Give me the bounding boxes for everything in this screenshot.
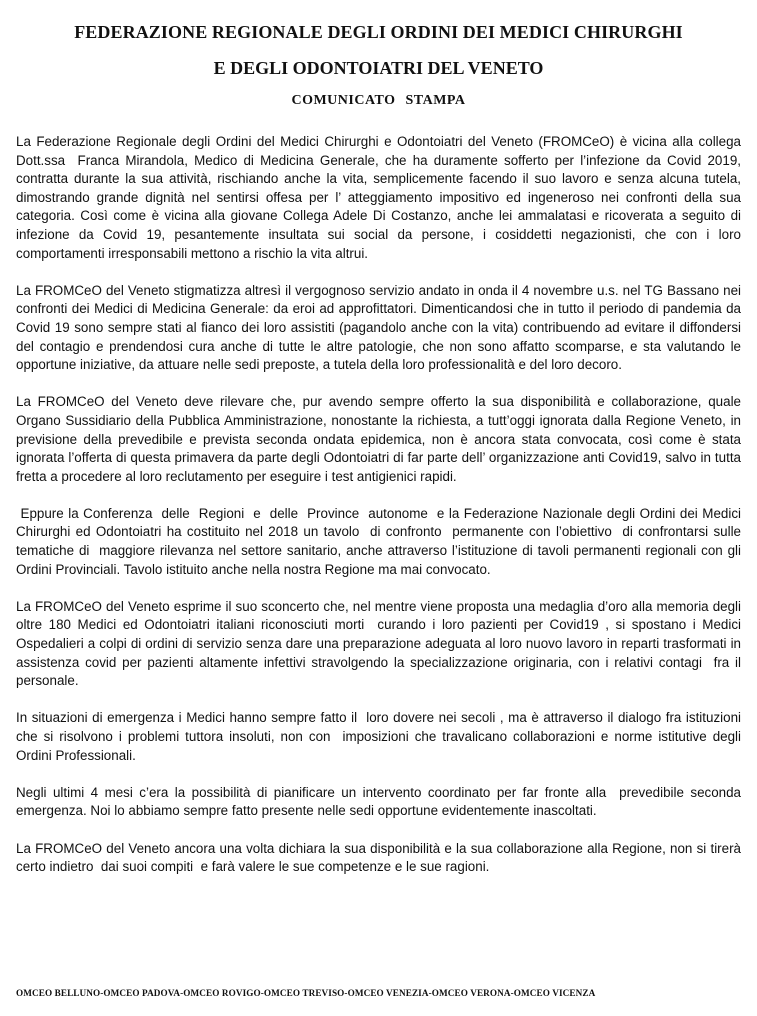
document-subtitle: E DEGLI ODONTOIATRI DEL VENETO [213,58,544,78]
paragraph-5: La FROMCeO del Veneto esprime il suo sconcerto che, nel mentre viene proposta una medaglia d’oro alla memoria degli oltre 180 Medici ed Odontoiatri italiani riconosciuti morti curando i loro pazienti per Covid19 , si spostano i Medici Ospedalieri a colpi di ordini di servizio senza dare una preparazione adeguata al loro nuovo lavoro in reparti trasformati in assistenza covid per pazienti altamente infettivi stravolgendo la specializzazione originaria, con i relativi contagi fra il personale. [16,598,745,689]
paragraph-8: La FROMCeO del Veneto ancora una volta dichiara la sua disponibilità e la sua collaborazione alla Regione, non si tirerà certo indietro dai suoi compiti e farà valere le sue competenze e le sue ragioni. [16,840,745,875]
press-release-body [16,133,745,895]
paragraph-3: La FROMCeO del Veneto deve rilevare che, pur avendo sempre offerto la sua disponibilità e collaborazione, quale Organo Sussidiario della Pubblica Amministrazione, nonostante la richiesta, a tutt’oggi ignorata dalla Regione Veneto, in previsione della prevedibile e prevista seconda ondata epidemica, non è ancora stata convocata, così come è stata ignorata l’offerta di questa primavera da parte degli Odontoiatri di far parte dell’ organizzazione anti Covid19, salvo in tutta fretta a procedere al loro reclutamento per eseguire i test antigienici rapidi. [16,394,745,484]
paragraph-6: In situazioni di emergenza i Medici hanno sempre fatto il loro dovere nei secoli , ma è attraverso il dialogo fra istituzioni che si risolvono i problemi tuttora insoluti, non con imposizioni che travalicano collaborazioni e norme istitutive degli Ordini Professionali. [16,710,745,763]
paragraph-7: Negli ultimi 4 mesi c’era la possibilità di pianificare un intervento coordinato per far fronte alla prevedibile seconda emergenza. Noi lo abbiamo sempre fatto presente nelle sedi opportune evidentemente inascoltati. [16,784,745,819]
document-type-heading: COMUNICATO STAMPA [291,93,466,108]
paragraph-2: La FROMCeO del Veneto stigmatizza altresì il vergognoso servizio andato in onda il 4 novembre u.s. nel TG Bassano nei confronti dei Medici di Medicina Generale: da eroi ad approfittatori. Dimenticandosi che in tutto il periodo di pandemia da Covid 19 sono sempre stati al fianco dei loro assistiti (pagandolo anche con la vita) contribuendo ad evitare il diffondersi del contagio e prendendosi cura anche di tutte le altre patologie, che non sono affatto scomparse, e sta valutando le opportune iniziative, da attuare nelle sedi preposte, a tutela della loro professionalità e del loro decoro. [16,282,745,373]
paragraph-4: Eppure la Conferenza delle Regioni e delle Province autonome e la Federazione Nazionale degli Ordini dei Medici Chirurghi ed Odontoiatri ha costituito nel 2018 un tavolo di confronto permanente con l’obiettivo di confrontarsi sulle tematiche di maggiore rilevanza nel settore sanitario, anche attraverso l’istituzione di tavoli permanenti regionali con gli Ordini Provinciali. Tavolo istituito anche nella nostra Regione ma mai convocato. [16,505,745,577]
paragraph-1: La Federazione Regionale degli Ordini del Medici Chirurghi e Odontoiatri del Veneto (FROMCeO) è vicina alla collega Dott.ssa Franca Mirandola, Medico di Medicina Generale, che ha duramente sofferto per l’infezione da Covid 2019, contratta durante la sua attività, rischiando anche la vita, semplicemente facendo il suo lavoro e senza alcuna tutela, dimostrando grande dignità nel sentirsi offesa per l’ atteggiamento impositivo ed ingeneroso nei confronti della sua categoria. Così come è vicina alla giovane Collega Adele Di Costanzo, anche lei ammalatasi e ricoverata a seguito di infezione da Covid 19, pesantemente insultata sui social da persone, i cosiddetti negazionisti, che con i loro comportamenti irresponsabili mettono a rischio la vita altrui. [16,134,745,261]
document-title: FEDERAZIONE REGIONALE DEGLI ORDINI DEI MEDICI CHIRURGHI [74,22,683,42]
footer-omceo-list: OMCEO BELLUNO-OMCEO PADOVA-OMCEO ROVIGO-OMCEO TREVISO-OMCEO VENEZIA-OMCEO VERONA-OMCEO VICENZA [16,988,596,998]
